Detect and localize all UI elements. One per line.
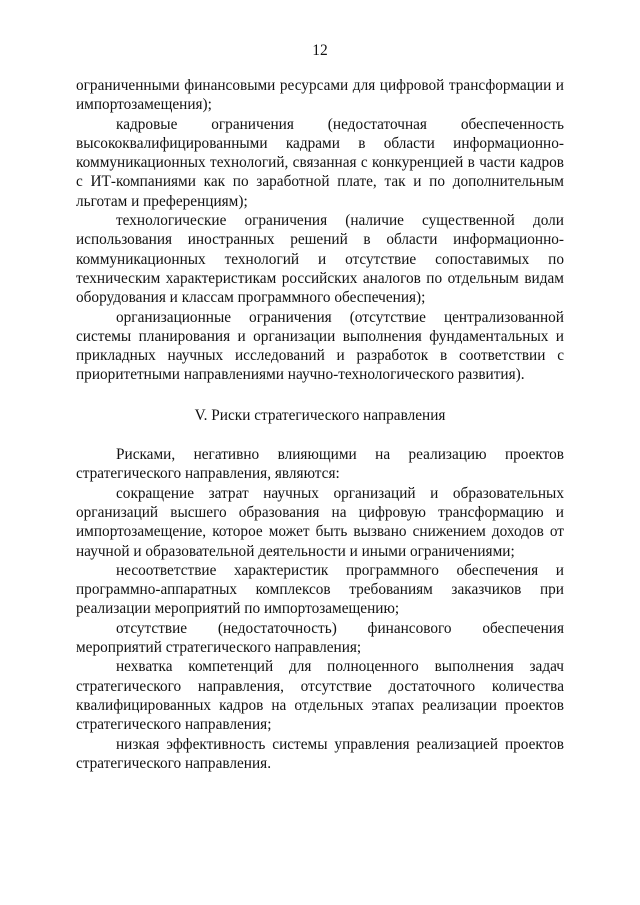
paragraph-risk-competencies: нехватка компетенций для полноценного выполнения задач стратегического направления, отсутствие достаточного количества квалифицированных кадров на отдельных этапах реализации проектов стратегического направления;: [76, 658, 564, 734]
page-number: 12: [312, 42, 328, 59]
paragraph-staff-constraints: кадровые ограничения (недостаточная обеспеченность высококвалифицированными кадрами в области информационно-коммуникационных технологий, связанная с конкуренцией в части кадров с ИТ-компаниями как по заработной плате, так и по дополнительным льготам и преференциям);: [76, 115, 564, 210]
paragraph-risk-cost-reduction: сокращение затрат научных организаций и образовательных организаций высшего образования на цифровую трансформацию и импортозамещение, которое может быть вызвано снижением доходов от научной и образовательной деятельности и иными ограничениями;: [76, 484, 564, 560]
paragraph-risk-funding: отсутствие (недостаточность) финансового обеспечения мероприятий стратегического направления;: [76, 619, 564, 657]
paragraph-risk-nonconformity: несоответствие характеристик программного обеспечения и программно-аппаратных комплексов требованиям заказчиков при реализации мероприятий по импортозамещению;: [76, 561, 564, 618]
paragraph-organizational-constraints: организационные ограничения (отсутствие централизованной системы планирования и организации выполнения фундаментальных и прикладных научных исследований и разработок в соответствии с приоритетными направлениями научно-технологического развития).: [76, 308, 564, 384]
paragraph-technology-constraints: технологические ограничения (наличие существенной доли использования иностранных решений в области информационно-коммуникационных технологий и отсутствие сопоставимых по техническим характеристикам российских аналогов по отдельным видам оборудования и классам программного обеспечения);: [76, 212, 564, 307]
paragraph-continuation: ограниченными финансовыми ресурсами для цифровой трансформации и импортозамещения);: [76, 77, 564, 114]
paragraph-risks-intro: Рисками, негативно влияющими на реализацию проектов стратегического направления, являются:: [76, 446, 564, 483]
document-body: [76, 76, 564, 773]
paragraph-risk-management: низкая эффективность системы управления реализацией проектов стратегического направления.: [76, 735, 564, 772]
section-heading: V. Риски стратегического направления: [194, 406, 446, 424]
